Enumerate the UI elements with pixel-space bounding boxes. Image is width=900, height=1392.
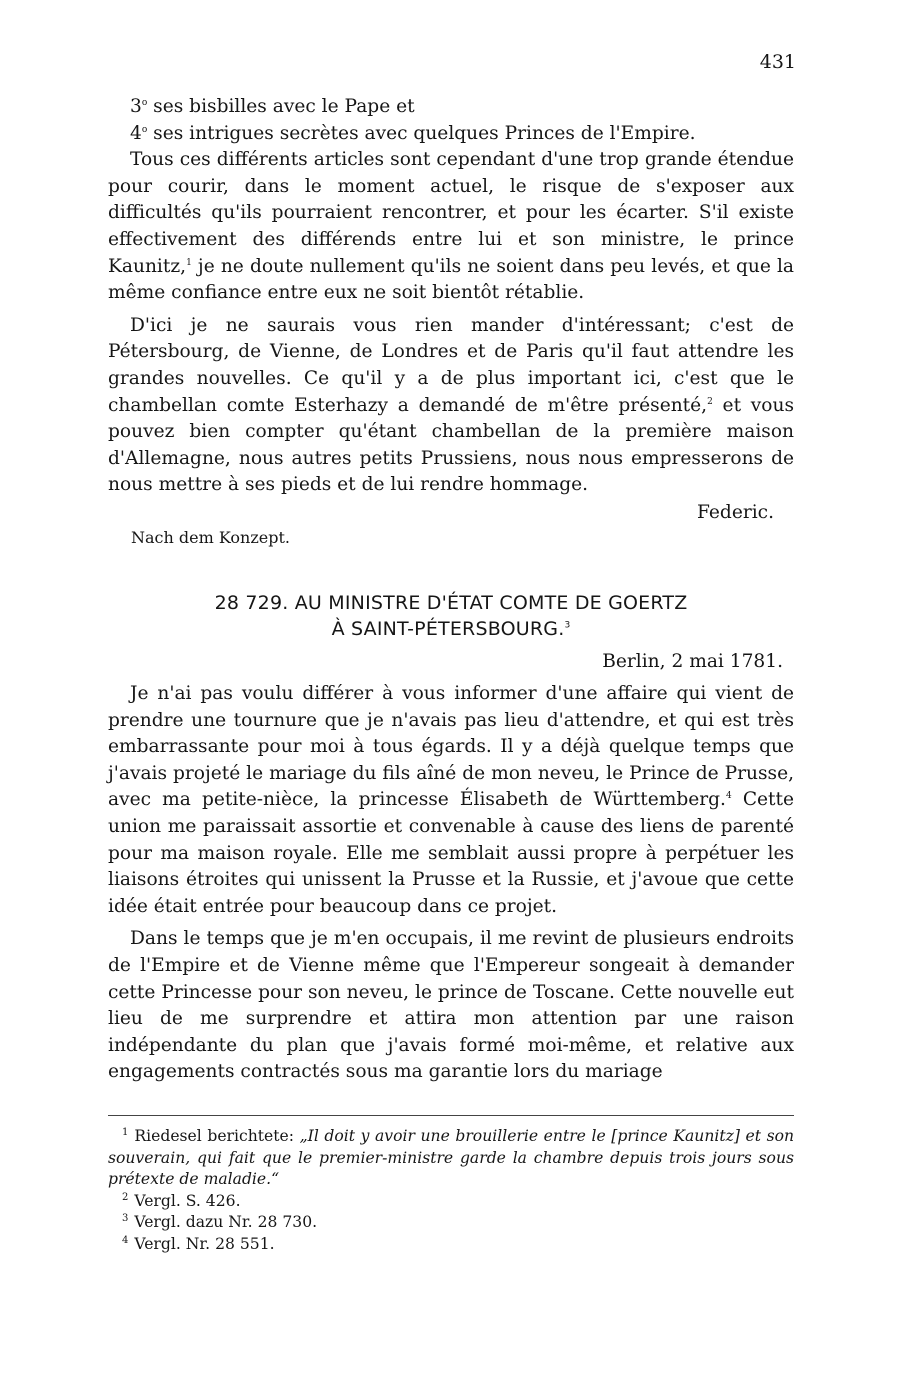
paragraph-text: Je n'ai pas voulu différer à vous informer d'une affaire qui vient de prendre une tournure que je n'avais pas lieu d'attendre, et qui est très embarrassante pour moi à tous égards. Il y a déjà quelque temps que j'avais projeté le mariage du fils aîné de mon neveu, le Prince de Prusse, avec ma petite-nièce, la princesse Élisabeth de Württemberg. [108,683,794,811]
footnote-quote: „Il doit y avoir une brouillerie entre le [prince Kaunitz] et son souverain, qui fait que le premier-ministre garde la chambre depuis trois jours sous prétexte de maladie.“ [108,1127,795,1189]
paragraph: Dans le temps que je m'en occupais, il me revint de plusieurs endroits de l'Empire et de Vienne même que l'Empereur songeait à demander cette Princesse pour son neveu, le prince de Toscane. Cette nouvelle eut lieu de me surprendre et attira mon attention par une raison indépendante du plan que j'avais formé moi-même, et relative aux engagements contractés sous ma garantie lors du mariage [108,928,794,1083]
list-number: 4 [130,122,142,144]
paragraph-text: Tous ces différents articles sont cependant d'une trop grande étendue pour courir, dans le moment actuel, le risque de s'exposer aux difficultés qu'ils pourraient rencontrer, et pour les écarter. S'il existe effectivement des différends entre lui et son ministre, le prince Kaunitz, [108,149,794,277]
paragraph [108,681,794,920]
footnote-text: Vergl. S. 426. [134,1191,241,1210]
source-note: Nach dem Konzept. [131,528,290,547]
letter-heading [108,590,794,642]
footnote-mark: 3 [122,1213,129,1225]
place-date: Berlin, 2 mai 1781. [602,651,783,672]
footnote-ref: 4 [725,791,732,802]
footnote-text: Vergl. Nr. 28 551. [134,1234,275,1253]
footnote-text: Riedesel berichtete: [134,1127,300,1145]
letter-body [108,681,794,1086]
footnote [108,1212,794,1234]
page-number: 431 [759,51,796,73]
footnote-ref: 2 [707,396,713,407]
footnote-mark: 4 [122,1234,129,1246]
footnote-mark: 2 [122,1191,129,1203]
list-text: ses bisbilles avec le Pape et [147,96,415,117]
footnote [108,1126,794,1191]
continued-letter-body [108,94,794,499]
list-item-3 [108,94,794,121]
paragraph-text: et vous pouvez bien compter qu'étant chambellan de la première maison d'Allemagne, nous autres petits Prussiens, nous nous empresserons de nous mettre à ses pieds et de lui rendre hommage. [108,394,795,496]
footnote [108,1234,794,1256]
heading-text: À SAINT-PÉTERSBOURG. [331,618,565,640]
footnote-mark: 1 [122,1126,129,1138]
footnote-ref: 1 [186,257,192,268]
list-item-4 [108,121,794,148]
paragraph-text: Cette union me paraissait assortie et convenable à cause des liens de parenté pour ma maison royale. Elle me semblait aussi propre à perpétuer les liaisons étroites qui unissent la Prusse et la Russie, et j'avoue que cette idée était entrée pour beaucoup dans ce projet. [108,789,794,917]
paragraph [108,313,794,499]
paragraph [108,147,794,307]
list-number: 3 [130,96,142,117]
ordinal-mark: o [141,97,148,108]
paragraph-text: D'ici je ne saurais vous rien mander d'intéressant; c'est de Pétersbourg, de Vienne, de Londres et de Paris qu'il faut attendre les grandes nouvelles. Ce qu'il y a de plus important ici, c'est que le chambellan comte Esterhazy a demandé de m'être présenté, [108,314,794,416]
footnote [108,1191,794,1213]
list-text: ses intrigues secrètes avec quelques Princes de l'Empire. [147,122,696,144]
signature: Federic. [697,502,774,523]
heading-line: 28 729. AU MINISTRE D'ÉTAT COMTE DE GOERTZ [214,592,688,614]
ordinal-mark: o [141,124,148,135]
paragraph-text: je ne doute nullement qu'ils ne soient dans peu levés, et que la même confiance entre eux ne soit bientôt rétablie. [108,255,794,304]
heading-line [108,616,794,642]
footnotes [108,1126,794,1256]
footnote-text: Vergl. dazu Nr. 28 730. [134,1213,318,1232]
footnote-divider [108,1115,794,1116]
footnote-ref: 3 [564,620,571,631]
